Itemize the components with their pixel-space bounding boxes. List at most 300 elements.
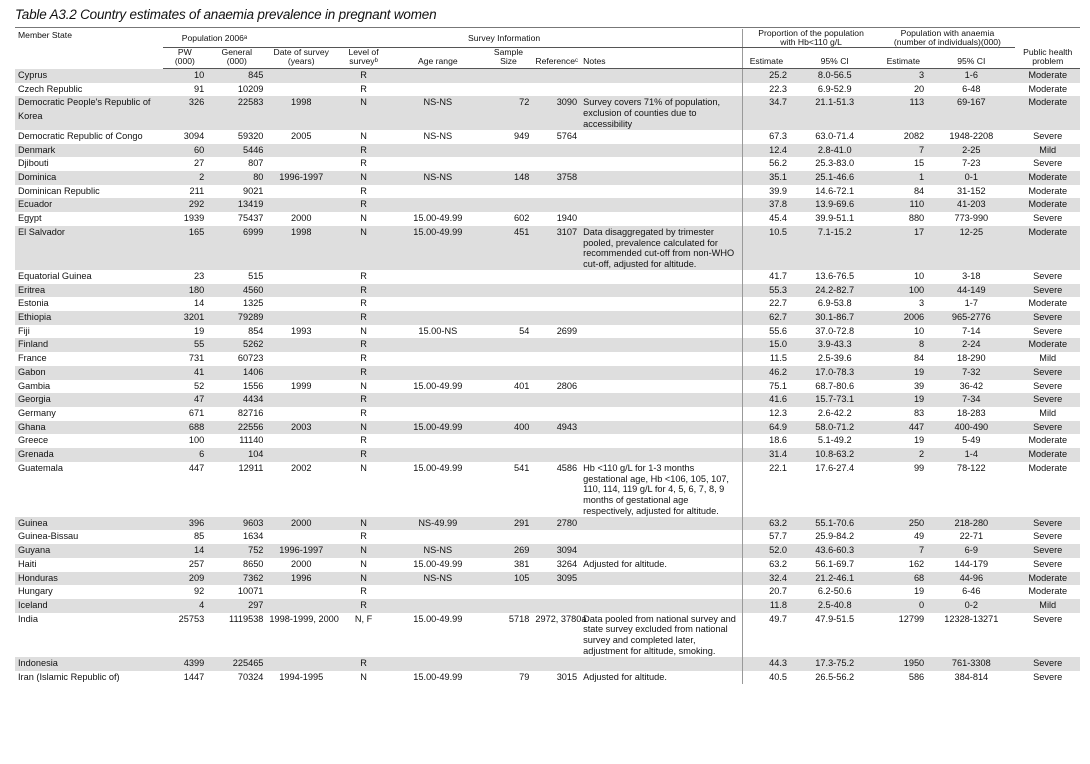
cell-anaemia-ci: 18-283 — [957, 407, 986, 418]
cell-ci: 56.1-69.7 — [815, 558, 855, 569]
table-row — [15, 69, 1080, 83]
cell-general: 59320 — [237, 130, 264, 141]
cell-sample-size — [485, 434, 533, 448]
cell-notes — [580, 270, 742, 284]
cell-date: 2000 — [290, 558, 312, 569]
cell-public-health: Severe — [1033, 613, 1063, 624]
cell-date — [266, 297, 336, 311]
cell-age-range: 15.00-49.99 — [413, 213, 463, 224]
cell-reference — [532, 393, 580, 407]
cell-reference — [532, 185, 580, 199]
cell-ci: 2.8-41.0 — [790, 144, 879, 158]
cell-anaemia-estimate: 17 — [879, 226, 927, 270]
cell-ci: 6.2-50.6 — [817, 586, 852, 597]
header-ci-2: 95% CI — [927, 48, 1015, 69]
cell-estimate: 35.1 — [742, 171, 790, 185]
cell-age-range — [391, 407, 485, 421]
cell-public-health: Moderate — [1028, 83, 1068, 94]
cell-notes — [580, 212, 742, 226]
cell-level: R — [336, 366, 391, 380]
cell-reference — [532, 83, 580, 97]
cell-anaemia-ci: 3-18 — [962, 270, 981, 281]
table-row — [15, 572, 1080, 586]
table-row — [15, 157, 1080, 171]
cell-sample-size — [485, 83, 533, 97]
cell-anaemia-estimate: 83 — [913, 407, 925, 418]
table-row — [15, 599, 1080, 613]
cell-pw: 326 — [163, 96, 208, 129]
table-row — [15, 198, 1080, 212]
cell-state: Equatorial Guinea — [18, 270, 92, 281]
cell-anaemia-estimate: 586 — [908, 671, 925, 682]
cell-public-health: Mild — [1015, 144, 1080, 158]
header-pw: PW (000) — [163, 48, 208, 69]
cell-date — [266, 585, 336, 599]
cell-age-range — [391, 311, 485, 325]
cell-reference: 3094 — [532, 544, 580, 558]
cell-reference: 4586 — [556, 462, 578, 473]
cell-sample-size — [485, 407, 533, 421]
table-row — [15, 352, 1080, 366]
header-survey-group: Survey Information — [266, 29, 742, 48]
cell-age-range — [391, 393, 485, 407]
cell-age-range: 15.00-49.99 — [391, 421, 485, 435]
cell-sample-size: 949 — [514, 130, 530, 141]
cell-general: 807 — [248, 158, 264, 169]
cell-state: Fiji — [18, 325, 30, 336]
cell-general: 1406 — [207, 366, 266, 380]
header-ci: 95% CI — [790, 48, 879, 69]
cell-estimate: 25.2 — [742, 69, 790, 83]
cell-anaemia-estimate: 2 — [879, 448, 927, 462]
cell-state: Haiti — [18, 558, 37, 569]
cell-estimate: 57.7 — [742, 530, 790, 544]
cell-anaemia-ci: 773-990 — [954, 213, 989, 224]
cell-anaemia-estimate: 0 — [879, 599, 927, 613]
cell-anaemia-estimate: 39 — [913, 380, 925, 391]
cell-estimate: 31.4 — [742, 448, 790, 462]
table-row — [15, 185, 1080, 199]
cell-public-health: Moderate — [1015, 572, 1080, 586]
cell-notes — [580, 130, 742, 144]
cell-general: 10071 — [237, 586, 264, 597]
cell-general: 9021 — [242, 185, 264, 196]
cell-date — [266, 284, 336, 298]
cell-public-health: Severe — [1033, 531, 1063, 542]
cell-anaemia-estimate: 250 — [879, 517, 927, 531]
header-level: Level of surveyᵇ — [336, 48, 391, 69]
table-row — [15, 130, 1080, 144]
cell-general: 4434 — [207, 393, 266, 407]
cell-estimate: 39.9 — [742, 185, 790, 199]
header-reference: Referenceᶜ — [532, 48, 580, 69]
cell-state: Ethiopia — [15, 311, 163, 325]
cell-level: R — [360, 586, 367, 597]
cell-reference: 2806 — [556, 380, 578, 391]
cell-anaemia-estimate: 1950 — [879, 657, 927, 671]
cell-ci: 17.3-75.2 — [790, 657, 879, 671]
cell-ci: 6.9-53.8 — [817, 298, 852, 309]
cell-state: Finland — [15, 338, 163, 352]
cell-level: N — [336, 96, 391, 129]
cell-level: R — [360, 435, 367, 446]
header-estimate-2: Estimate — [879, 48, 927, 69]
cell-estimate: 55.3 — [742, 284, 790, 298]
cell-date — [266, 185, 336, 199]
cell-notes — [580, 599, 742, 613]
table-row — [15, 585, 1080, 599]
table-row — [15, 517, 1080, 531]
cell-state: Gambia — [18, 380, 51, 391]
cell-notes: Adjusted for altitude. — [583, 558, 667, 569]
cell-anaemia-estimate: 15 — [913, 158, 925, 169]
cell-state: Guinea-Bissau — [18, 531, 79, 542]
cell-anaemia-estimate: 113 — [879, 96, 927, 129]
cell-estimate: 67.3 — [742, 130, 790, 144]
table-row — [15, 144, 1080, 158]
table-row — [15, 212, 1080, 226]
cell-anaemia-estimate: 99 — [913, 462, 925, 473]
cell-ci: 58.0-71.2 — [790, 421, 879, 435]
cell-anaemia-ci: 12-25 — [927, 226, 1015, 270]
cell-general: 845 — [207, 69, 266, 83]
cell-notes: Survey covers 71% of population, exclusion of counties due to accessibility — [580, 96, 742, 129]
table-row — [15, 311, 1080, 325]
cell-sample-size: 602 — [514, 213, 530, 224]
cell-ci: 21.2-46.1 — [790, 572, 879, 586]
cell-estimate: 10.5 — [742, 226, 790, 270]
header-estimate: Estimate — [742, 48, 790, 69]
cell-level: N — [360, 380, 367, 391]
cell-notes — [580, 198, 742, 212]
cell-anaemia-estimate: 880 — [908, 213, 925, 224]
cell-level: R — [360, 83, 367, 94]
cell-age-range: 15.00-NS — [418, 325, 458, 336]
cell-anaemia-ci: 1-4 — [927, 448, 1015, 462]
cell-ci: 13.6-76.5 — [815, 270, 855, 281]
cell-date — [266, 393, 336, 407]
cell-sample-size: 381 — [514, 558, 530, 569]
table-row — [15, 171, 1080, 185]
cell-state: Denmark — [15, 144, 163, 158]
cell-ci: 17.6-27.4 — [815, 462, 855, 473]
cell-age-range: NS-NS — [391, 544, 485, 558]
cell-reference — [532, 311, 580, 325]
cell-pw: 23 — [193, 270, 205, 281]
cell-public-health: Severe — [1033, 158, 1063, 169]
cell-date: 2000 — [266, 517, 336, 531]
cell-ci: 2.5-40.8 — [790, 599, 879, 613]
cell-ci: 30.1-86.7 — [790, 311, 879, 325]
cell-state: Grenada — [15, 448, 163, 462]
cell-state: Georgia — [15, 393, 163, 407]
cell-sample-size — [485, 198, 533, 212]
cell-sample-size: 541 — [514, 462, 530, 473]
cell-reference: 4943 — [532, 421, 580, 435]
cell-level: R — [336, 448, 391, 462]
cell-date: 1998-1999, 2000 — [269, 613, 339, 624]
table-row — [15, 83, 1080, 97]
cell-level: R — [336, 144, 391, 158]
cell-state: France — [18, 353, 47, 364]
cell-anaemia-estimate: 110 — [879, 198, 927, 212]
cell-anaemia-estimate: 84 — [913, 185, 925, 196]
cell-estimate: 49.7 — [742, 613, 790, 657]
cell-reference — [532, 657, 580, 671]
cell-public-health: Severe — [1033, 380, 1063, 391]
cell-anaemia-estimate: 49 — [913, 531, 925, 542]
cell-age-range: 15.00-49.99 — [413, 613, 463, 624]
cell-ci: 6.9-52.9 — [817, 83, 852, 94]
cell-sample-size: 451 — [485, 226, 533, 270]
header-anaemia-group: Population with anaemia (number of individuals)(000) — [879, 29, 1015, 48]
table-row — [15, 671, 1080, 685]
cell-reference — [532, 352, 580, 366]
cell-level: R — [336, 311, 391, 325]
cell-pw: 165 — [163, 226, 208, 270]
cell-date: 1998 — [266, 96, 336, 129]
cell-reference — [532, 530, 580, 544]
cell-level: N — [336, 226, 391, 270]
cell-reference: 3107 — [532, 226, 580, 270]
cell-age-range: 15.00-49.99 — [413, 558, 463, 569]
cell-date: 2005 — [290, 130, 312, 141]
cell-anaemia-estimate: 84 — [913, 353, 925, 364]
cell-date: 1994-1995 — [279, 671, 324, 682]
cell-pw: 292 — [163, 198, 208, 212]
cell-reference — [532, 144, 580, 158]
cell-pw: 52 — [193, 380, 205, 391]
cell-ci: 26.5-56.2 — [815, 671, 855, 682]
cell-age-range: NS-NS — [423, 130, 453, 141]
cell-ci: 2.5-39.6 — [817, 353, 852, 364]
cell-reference: 3264 — [556, 558, 578, 569]
table-row — [15, 657, 1080, 671]
cell-public-health: Severe — [1015, 366, 1080, 380]
cell-level: N — [336, 544, 391, 558]
cell-reference — [532, 585, 580, 599]
cell-anaemia-ci: 0-2 — [927, 599, 1015, 613]
cell-level: N — [360, 671, 367, 682]
cell-age-range: 15.00-49.99 — [413, 671, 463, 682]
cell-public-health: Severe — [1015, 421, 1080, 435]
cell-public-health: Moderate — [1015, 448, 1080, 462]
cell-pw: 671 — [188, 407, 205, 418]
cell-reference — [532, 69, 580, 83]
cell-sample-size — [485, 270, 533, 284]
cell-public-health: Severe — [1015, 393, 1080, 407]
cell-date — [266, 311, 336, 325]
cell-public-health: Moderate — [1015, 338, 1080, 352]
cell-level: R — [336, 599, 391, 613]
cell-pw: 396 — [163, 517, 208, 531]
cell-notes — [580, 572, 742, 586]
cell-sample-size: 291 — [485, 517, 533, 531]
cell-pw: 3094 — [183, 130, 205, 141]
cell-state: Greece — [18, 435, 49, 446]
cell-reference: 1940 — [556, 213, 578, 224]
cell-general: 1556 — [242, 380, 264, 391]
cell-state: Ghana — [15, 421, 163, 435]
cell-pw: 4 — [163, 599, 208, 613]
cell-anaemia-ci: 44-96 — [927, 572, 1015, 586]
cell-sample-size — [485, 144, 533, 158]
cell-date — [266, 69, 336, 83]
cell-reference — [532, 198, 580, 212]
cell-general: 1325 — [242, 298, 264, 309]
cell-date: 2002 — [290, 462, 312, 473]
cell-notes — [580, 434, 742, 448]
cell-public-health: Moderate — [1028, 462, 1068, 473]
header-proportion-group: Proportion of the population with Hb<110 g/L — [742, 29, 879, 48]
cell-date: 1993 — [290, 325, 312, 336]
cell-pw: 447 — [188, 462, 205, 473]
cell-anaemia-ci: 7-34 — [927, 393, 1015, 407]
cell-notes — [580, 366, 742, 380]
cell-date — [266, 352, 336, 366]
cell-age-range — [391, 144, 485, 158]
cell-level: N — [360, 558, 367, 569]
cell-anaemia-estimate: 19 — [879, 366, 927, 380]
cell-date — [266, 144, 336, 158]
cell-anaemia-estimate: 19 — [879, 393, 927, 407]
cell-ci: 8.0-56.5 — [790, 69, 879, 83]
cell-level: N — [336, 421, 391, 435]
cell-date: 1996 — [266, 572, 336, 586]
cell-notes — [580, 585, 742, 599]
cell-state: Guyana — [15, 544, 163, 558]
table-row — [15, 270, 1080, 284]
cell-date — [266, 270, 336, 284]
cell-date — [266, 366, 336, 380]
cell-notes — [580, 185, 742, 199]
table-row — [15, 226, 1080, 270]
cell-level: N — [336, 171, 391, 185]
cell-sample-size — [485, 297, 533, 311]
cell-notes — [580, 448, 742, 462]
table-row — [15, 96, 1080, 129]
cell-estimate: 62.7 — [742, 311, 790, 325]
cell-anaemia-estimate: 12799 — [898, 613, 925, 624]
cell-general: 22583 — [207, 96, 266, 129]
cell-ci: 17.0-78.3 — [790, 366, 879, 380]
cell-sample-size — [485, 448, 533, 462]
cell-notes — [580, 325, 742, 339]
cell-general: 5446 — [207, 144, 266, 158]
header-population-group: Population 2006ᵃ — [163, 29, 267, 48]
table-row — [15, 393, 1080, 407]
cell-anaemia-estimate: 2006 — [879, 311, 927, 325]
cell-notes — [580, 171, 742, 185]
cell-general: 22556 — [207, 421, 266, 435]
cell-anaemia-ci: 218-280 — [927, 517, 1015, 531]
table-row — [15, 284, 1080, 298]
cell-public-health: Moderate — [1028, 185, 1068, 196]
table-row — [15, 613, 1080, 657]
cell-pw: 1939 — [183, 213, 205, 224]
cell-age-range: 15.00-49.99 — [413, 380, 463, 391]
cell-notes — [580, 530, 742, 544]
cell-date: 2000 — [290, 213, 312, 224]
cell-sample-size — [485, 352, 533, 366]
cell-ci: 14.6-72.1 — [815, 185, 855, 196]
cell-pw: 731 — [188, 353, 205, 364]
cell-general: 7362 — [207, 572, 266, 586]
cell-anaemia-estimate: 162 — [908, 558, 925, 569]
cell-level: R — [360, 158, 367, 169]
cell-anaemia-ci: 400-490 — [927, 421, 1015, 435]
cell-estimate: 12.4 — [742, 144, 790, 158]
table-row — [15, 558, 1080, 572]
table-row — [15, 366, 1080, 380]
cell-age-range — [391, 284, 485, 298]
cell-anaemia-ci: 78-122 — [957, 462, 986, 473]
cell-reference — [532, 434, 580, 448]
cell-public-health: Moderate — [1028, 435, 1068, 446]
cell-ci: 7.1-15.2 — [790, 226, 879, 270]
cell-state: Indonesia — [15, 657, 163, 671]
cell-notes: Data disaggregated by trimester pooled, prevalence calculated for recommended cut-off from non-WHO cut-off, adjusted for altitude. — [580, 226, 742, 270]
cell-anaemia-ci: 7-23 — [962, 158, 981, 169]
cell-sample-size: 79 — [519, 671, 530, 682]
cell-general: 70324 — [237, 671, 264, 682]
cell-anaemia-ci: 1-7 — [964, 298, 978, 309]
anaemia-table — [15, 29, 1080, 684]
cell-age-range — [391, 185, 485, 199]
cell-date: 1996-1997 — [266, 544, 336, 558]
cell-notes — [580, 69, 742, 83]
cell-pw: 4399 — [163, 657, 208, 671]
table-row — [15, 462, 1080, 517]
cell-estimate: 22.1 — [742, 462, 790, 517]
cell-state: Estonia — [18, 298, 49, 309]
cell-sample-size — [485, 157, 533, 171]
header-age-range: Age range — [391, 48, 485, 69]
cell-level: R — [336, 198, 391, 212]
cell-general: 5262 — [207, 338, 266, 352]
cell-general: 225465 — [207, 657, 266, 671]
cell-pw: 688 — [163, 421, 208, 435]
table-row — [15, 421, 1080, 435]
cell-notes — [580, 352, 742, 366]
cell-estimate: 18.6 — [742, 434, 790, 448]
cell-pw: 19 — [193, 325, 205, 336]
cell-state: Czech Republic — [18, 83, 83, 94]
cell-general: 12911 — [238, 462, 264, 473]
cell-anaemia-ci: 6-48 — [962, 83, 981, 94]
cell-public-health: Severe — [1033, 213, 1063, 224]
cell-ci: 5.1-49.2 — [817, 435, 852, 446]
header-public-health: Public health problem — [1015, 48, 1080, 69]
cell-public-health: Moderate — [1015, 96, 1080, 129]
cell-estimate: 75.1 — [742, 380, 790, 394]
cell-anaemia-ci: 384-814 — [954, 671, 989, 682]
cell-anaemia-estimate: 10 — [913, 270, 925, 281]
cell-age-range — [391, 352, 485, 366]
cell-anaemia-ci: 6-9 — [927, 544, 1015, 558]
cell-notes — [580, 157, 742, 171]
cell-sample-size: 400 — [485, 421, 533, 435]
cell-ci: 3.9-43.3 — [790, 338, 879, 352]
cell-public-health: Mild — [1015, 599, 1080, 613]
cell-age-range — [391, 270, 485, 284]
cell-age-range: NS-49.99 — [391, 517, 485, 531]
cell-reference — [532, 366, 580, 380]
cell-general: 75437 — [237, 213, 264, 224]
cell-anaemia-estimate: 100 — [879, 284, 927, 298]
cell-state: Djibouti — [18, 158, 49, 169]
cell-level: R — [336, 69, 391, 83]
